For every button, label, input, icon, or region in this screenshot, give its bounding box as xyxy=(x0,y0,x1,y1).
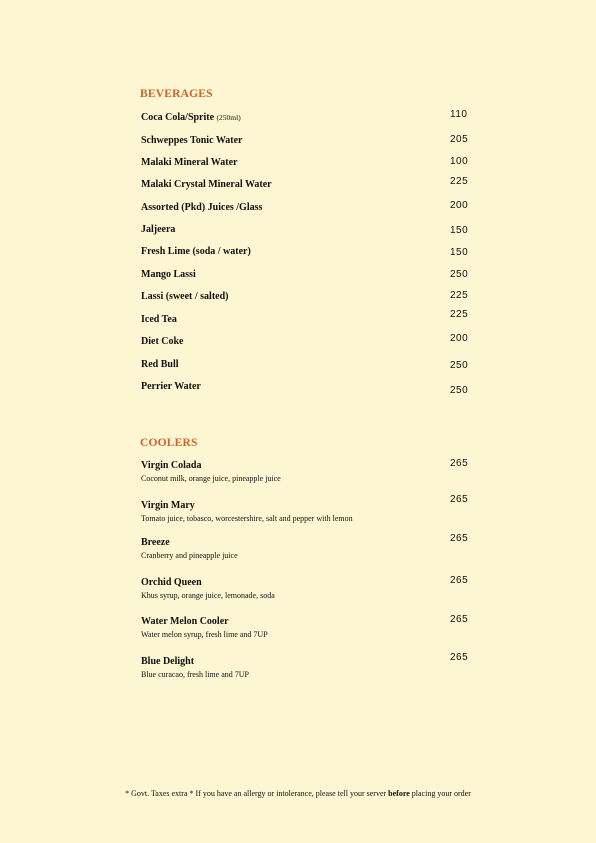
cooler-price: 265 xyxy=(450,575,469,586)
beverage-item: Malaki Mineral Water xyxy=(141,157,238,168)
beverage-price: 150 xyxy=(450,247,469,258)
beverage-price: 205 xyxy=(450,134,469,145)
cooler-item: Orchid Queen Khus syrup, orange juice, lemonade, soda xyxy=(141,577,275,600)
beverage-item: Lassi (sweet / salted) xyxy=(141,291,229,302)
beverage-price: 200 xyxy=(450,200,469,211)
beverage-price: 225 xyxy=(450,309,469,320)
beverage-price: 250 xyxy=(450,385,469,396)
beverage-item: Perrier Water xyxy=(141,381,201,392)
beverage-item: Coca Cola/Sprite (250ml) xyxy=(141,112,241,123)
beverage-price: 225 xyxy=(450,290,469,301)
beverage-price: 100 xyxy=(450,156,469,167)
beverage-item: Schweppes Tonic Water xyxy=(141,135,243,146)
cooler-item: Water Melon Cooler Water melon syrup, fresh lime and 7UP xyxy=(141,616,268,639)
beverage-item: Jaljeera xyxy=(141,224,176,235)
beverage-item: Red Bull xyxy=(141,359,179,370)
beverage-item: Iced Tea xyxy=(141,314,177,325)
cooler-price: 265 xyxy=(450,652,469,663)
cooler-price: 265 xyxy=(450,533,469,544)
cooler-price: 265 xyxy=(450,614,469,625)
cooler-price: 265 xyxy=(450,458,469,469)
beverage-item: Fresh Lime (soda / water) xyxy=(141,246,251,257)
cooler-price: 265 xyxy=(450,494,469,505)
beverage-price: 200 xyxy=(450,333,469,344)
beverage-price: 110 xyxy=(450,109,468,120)
cooler-item: Breeze Cranberry and pineapple juice xyxy=(141,537,238,560)
beverage-item: Diet Coke xyxy=(141,336,184,347)
cooler-item: Blue Delight Blue curacao, fresh lime and 7UP xyxy=(141,656,249,679)
beverages-title: BEVERAGES xyxy=(140,88,213,100)
coolers-title: COOLERS xyxy=(140,437,198,449)
beverage-price: 250 xyxy=(450,269,469,280)
allergy-notice: * Govt. Taxes extra * If you have an allergy or intolerance, please tell your server before placing your order xyxy=(125,789,471,798)
beverage-price: 225 xyxy=(450,176,469,187)
beverage-item: Mango Lassi xyxy=(141,269,196,280)
beverage-price: 150 xyxy=(450,225,469,236)
beverage-item: Malaki Crystal Mineral Water xyxy=(141,179,272,190)
cooler-item: Virgin Mary Tomato juice, tobasco, worcestershire, salt and pepper with lemon xyxy=(141,500,353,523)
beverage-price: 250 xyxy=(450,360,469,371)
beverage-item: Assorted (Pkd) Juices /Glass xyxy=(141,202,263,213)
cooler-item: Virgin Colada Coconut milk, orange juice, pineapple juice xyxy=(141,460,281,483)
